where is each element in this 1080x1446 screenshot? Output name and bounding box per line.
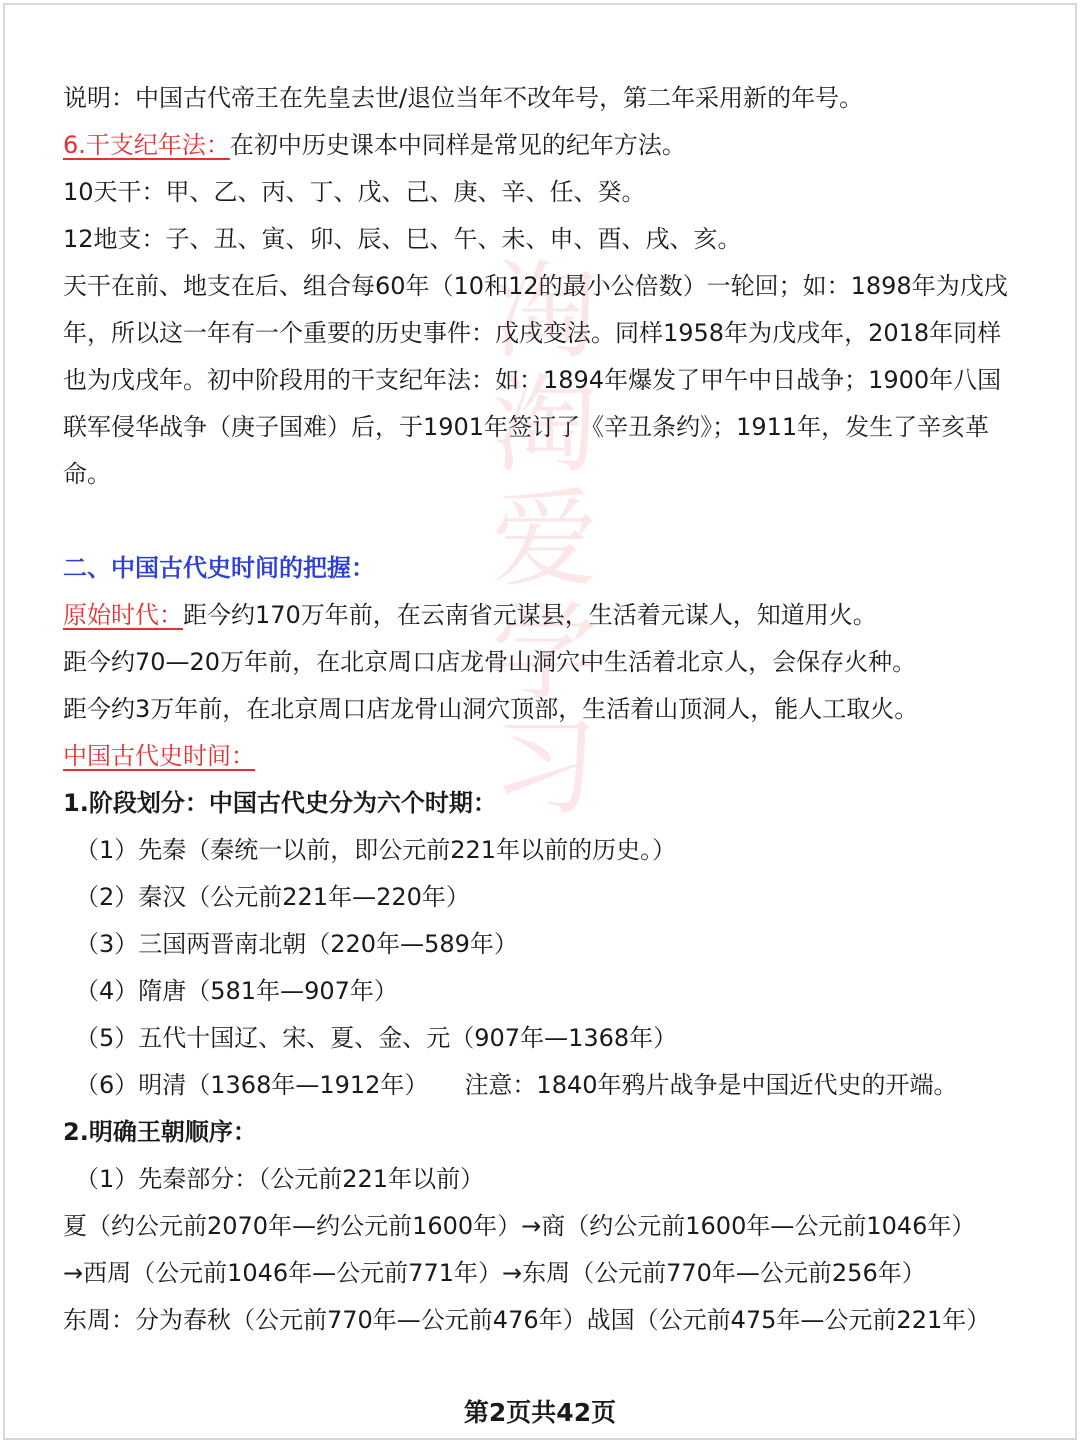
section-heading-2: 二、中国古代史时间的把握： bbox=[63, 554, 375, 582]
ganzhi-paragraph: 天干在前、地支在后、组合每60年（10和12的最小公倍数）一轮回；如：1898年为戊戌年，所以这一年有一个重要的历史事件：戊戌变法。同样1958年为戊戌年，2018年同样也为戊戌年。初中阶段用的干支纪年法：如：1894年爆发了甲午中日战争；1900年八国联军侵华战争（庚子国难）后，于1901年签订了《辛丑条约》；1911年，发生了辛亥革命。 bbox=[63, 272, 1008, 488]
tiangan-line: 10天干：甲、乙、丙、丁、戊、己、庚、辛、任、癸。 bbox=[63, 178, 646, 206]
period-item: （4）隋唐（581年—907年） bbox=[75, 977, 398, 1005]
primitive-era-heading: 原始时代： bbox=[63, 601, 183, 629]
dynasty-line: →西周（公元前1046年—公元前771年）→东周（公元前770年—公元前256年） bbox=[63, 1259, 926, 1287]
section-ganzhi bbox=[63, 122, 1025, 169]
primitive-era-line bbox=[63, 592, 1025, 639]
period-ming-qing: （6）明清（1368年—1912年） bbox=[75, 1071, 429, 1099]
period-item: （2）秦汉（公元前221年—220年） bbox=[75, 883, 470, 911]
period-item: （1）先秦（秦统一以前，即公元前221年以前的历史。） bbox=[75, 836, 677, 864]
watermark-char: 淘 bbox=[492, 250, 598, 373]
upper-cave-line: 距今约3万年前，在北京周口店龙骨山洞穴顶部，生活着山顶洞人，能人工取火。 bbox=[63, 695, 919, 723]
period-item bbox=[63, 1062, 1025, 1109]
watermark-char: 学 bbox=[492, 592, 598, 715]
period-item: （5）五代十国辽、宋、夏、金、元（907年—1368年） bbox=[75, 1024, 678, 1052]
watermark-char: 习 bbox=[492, 706, 598, 829]
pre-qin-line: （1）先秦部分：（公元前221年以前） bbox=[75, 1165, 485, 1193]
dynasty-order-heading: 2.明确王朝顺序： bbox=[63, 1118, 257, 1146]
period-note: 注意：1840年鸦片战争是中国近代史的开端。 bbox=[464, 1071, 958, 1099]
page-number: 第2页共42页 bbox=[463, 1398, 617, 1427]
ancient-time-heading: 中国古代史时间： bbox=[63, 742, 255, 770]
ganzhi-intro: 在初中历史课本中同样是常见的纪年方法。 bbox=[229, 131, 686, 159]
ganzhi-heading: 6.干支纪年法： bbox=[63, 131, 230, 159]
period-item: （3）三国两晋南北朝（220年—589年） bbox=[75, 930, 518, 958]
peking-man-line: 距今约70—20万年前，在北京周口店龙骨山洞穴中生活着北京人，会保存火种。 bbox=[63, 648, 917, 676]
stage-division-heading: 1.阶段划分：中国古代史分为六个时期： bbox=[63, 789, 497, 817]
yuanmou-text: 距今约170万年前，在云南省元谋县，生活着元谋人，知道用火。 bbox=[183, 601, 877, 629]
watermark-char: 爱 bbox=[492, 478, 598, 601]
document-page bbox=[3, 3, 1077, 1440]
document-body bbox=[63, 75, 1025, 1344]
ancient-time-line bbox=[63, 733, 1025, 780]
watermark-char: 淘 bbox=[492, 364, 598, 487]
dizhi-line: 12地支：子、丑、寅、卯、辰、巳、午、未、申、酉、戌、亥。 bbox=[63, 225, 742, 253]
note-line: 说明：中国古代帝王在先皇去世/退位当年不改年号，第二年采用新的年号。 bbox=[63, 84, 864, 112]
dynasty-line: 东周：分为春秋（公元前770年—公元前476年）战国（公元前475年—公元前221年） bbox=[63, 1306, 991, 1334]
dynasty-line: 夏（约公元前2070年—约公元前1600年）→商（约公元前1600年—公元前1046年） bbox=[63, 1212, 976, 1240]
